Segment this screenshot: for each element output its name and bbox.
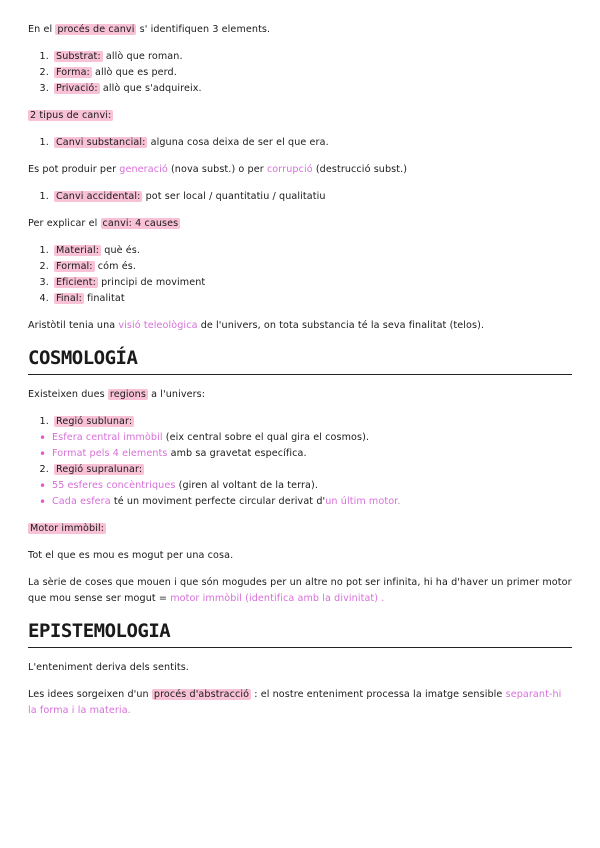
list-item: • Cada esfera té un moviment perfecte circular derivat d'un últim motor. [52, 494, 572, 510]
list-item: 1. Material: què és. [52, 243, 572, 259]
intro-paragraph: En el procés de canvi s' identifiquen 3 elements. [28, 24, 271, 35]
enteniment-paragraph: L'enteniment deriva dels sentits. [28, 662, 189, 673]
serie-paragraph: La sèrie de coses que mouen i que són mogudes per un altre no pot ser infinita, hi ha d'haver un primer motor que mou sense ser mogut = motor immòbil (identifica amb la divinitat) . [28, 577, 572, 604]
regio-supralunar-list [28, 462, 572, 478]
elements-list [28, 49, 572, 97]
list-item: 1. Canvi substancial: alguna cosa deixa de ser el que era. [52, 135, 572, 151]
aristotil-paragraph: Aristòtil tenia una visió teleològica de l'univers, on tota substancia té la seva finalitat (telos). [28, 320, 485, 331]
list-item: 2. Formal: cóm és. [52, 259, 572, 275]
heading-epistemologia: EPISTEMOLOGIA [28, 618, 572, 648]
produir-paragraph: Es pot produir per generació (nova subst.) o per corrupció (destrucció subst.) [28, 164, 408, 175]
supralunar-bullets [28, 478, 572, 510]
regio-sublunar-list [28, 414, 572, 430]
accidental-list [28, 189, 572, 205]
list-item: 2. Forma: allò que es perd. [52, 65, 572, 81]
list-item: 2. Regió supralunar: [52, 462, 572, 478]
list-item: 3. Eficient: principi de moviment [52, 275, 572, 291]
list-item: 1. Regió sublunar: [52, 414, 572, 430]
tipus-label: 2 tipus de canvi: [30, 110, 112, 121]
highlight: procés de canvi [57, 24, 135, 35]
list-item: 3. Privació: allò que s'adquireix. [52, 81, 572, 97]
regions-paragraph: Existeixen dues regions a l'univers: [28, 389, 206, 400]
causes-list [28, 243, 572, 307]
idees-paragraph: Les idees sorgeixen d'un procés d'abstracció : el nostre enteniment processa la imatge sensible separant-hi la forma i la materia. [28, 689, 562, 716]
list-item: 1. Substrat: allò que roman. [52, 49, 572, 65]
tipus-list [28, 135, 572, 151]
list-item: • Esfera central immòbil (eix central sobre el qual gira el cosmos). [52, 430, 572, 446]
list-item: 4. Final: finalitat [52, 291, 572, 307]
list-item: • 55 esferes concèntriques (giren al voltant de la terra). [52, 478, 572, 494]
motor-label: Motor immòbil: [30, 523, 105, 534]
tot-paragraph: Tot el que es mou es mogut per una cosa. [28, 550, 234, 561]
list-item: 1. Canvi accidental: pot ser local / quantitatiu / qualitatiu [52, 189, 572, 205]
list-item: • Format pels 4 elements amb sa gravetat específica. [52, 446, 572, 462]
heading-cosmologia: COSMOLOGÍA [28, 345, 572, 375]
causes-paragraph: Per explicar el canvi: 4 causes [28, 218, 179, 229]
sublunar-bullets [28, 430, 572, 462]
